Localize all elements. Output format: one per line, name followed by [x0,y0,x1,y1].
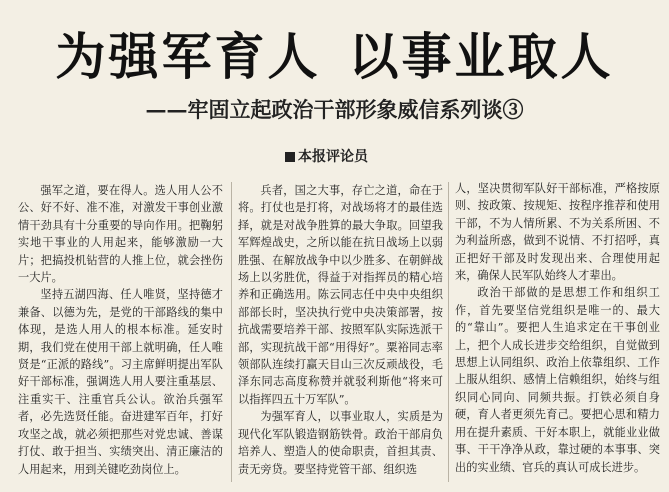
headline-right: 以事业取人 [348,28,614,86]
column-divider [448,182,449,482]
paragraph: 坚持五湖四海、任人唯贤，坚持德才兼备、以德为先，是党的干部路线的集中体现，是选人用人的根本标准。延安时期，我们党在使用干部上就明确，任人唯贤是“正派的路线”。习主席鲜明提出军队好干部标准，强调选人用人要注重基层、注重实干、注重官兵公认。欲治兵强军者，必先选贤任能。奋进建军百年，打好攻坚之战，就必须把那些对党忠诚、善谋打仗、敢于担当、实绩突出、清正廉洁的人用起来，用到关键吃劲岗位上。 [18,288,223,476]
byline [285,148,368,166]
paragraph: 兵者，国之大事，存亡之道，命在于将。打仗也是打将，对战场将才的最佳选择，就是对战争胜算的最大争取。回望我军辉煌战史，之所以能在抗日战场上以弱胜强、在解放战争中以少胜多、在朝鲜战场上以劣胜优，得益于对指挥员的精心培养和正确选用。陈云同志任中央中央组织部部长时，坚决执行党中央决策部署，按抗战需要培养干部、按照军队实际选派干部，实现抗战干部“用得好”。粟裕同志率领部队连续打赢天目山三次反顽战役，毛泽东同志高度称赞并就驳利斯他“将来可以指挥四五十万军队”。 [238,184,443,406]
article-column-2 [238,182,443,478]
column-divider [231,182,232,482]
square-bullet-icon [285,152,295,162]
paragraph: 为强军育人，以事业取人，实质是为现代化军队锻造钢筋铁骨。政治干部肩负培养人、塑造人的使命职责，首担其责、责无旁贷。要坚持党管干部、组织选 [238,410,443,476]
article-column-1 [18,182,223,478]
headline-left: 为强军育人 [55,28,321,86]
paragraph: 强军之道，要在得人。选人用人公不公、好不好、准不准，对激发干事创业激情干劲具有十分重要的导向作用。把鞠躬实地干事业的人用起来，能够激励一大片；把搞投机钻营的人推上位，就会挫伤一大片。 [18,184,223,285]
paragraph: 政治干部做的是思想工作和组织工作，首先要坚信党组织是唯一的、最大的“靠山”。要把人生追求定在干事创业上，把个人成长进步交给组织，自觉做到思想上认同组织、政治上依靠组织、工作上服从组织、感情上信赖组织，始终与组织同心同向、同频共振。打铁必须自身硬，育人者更须先育己。要把心思和精力用在提升素质、干好本职上，就能业业做事、干干净净从政，靠过硬的本事事、突出的实业绩、官兵的真认可成长进步。 [455,286,660,474]
headline [0,28,669,86]
paragraph: 人，坚决贯彻军队好干部标准，严格按原则、按政策、按规矩、按程序推荐和使用干部，不为人情所累、不为关系所困、不为利益所惑，做到不说情、不打招呼，真正把好干部及时发现出来、合理使用起来，确保人民军队始终人才辈出。 [455,182,660,283]
subtitle: ——牢固立起政治干部形象威信系列谈③ [145,97,524,122]
byline-text: 本报评论员 [298,149,368,165]
article-column-3 [455,180,660,476]
